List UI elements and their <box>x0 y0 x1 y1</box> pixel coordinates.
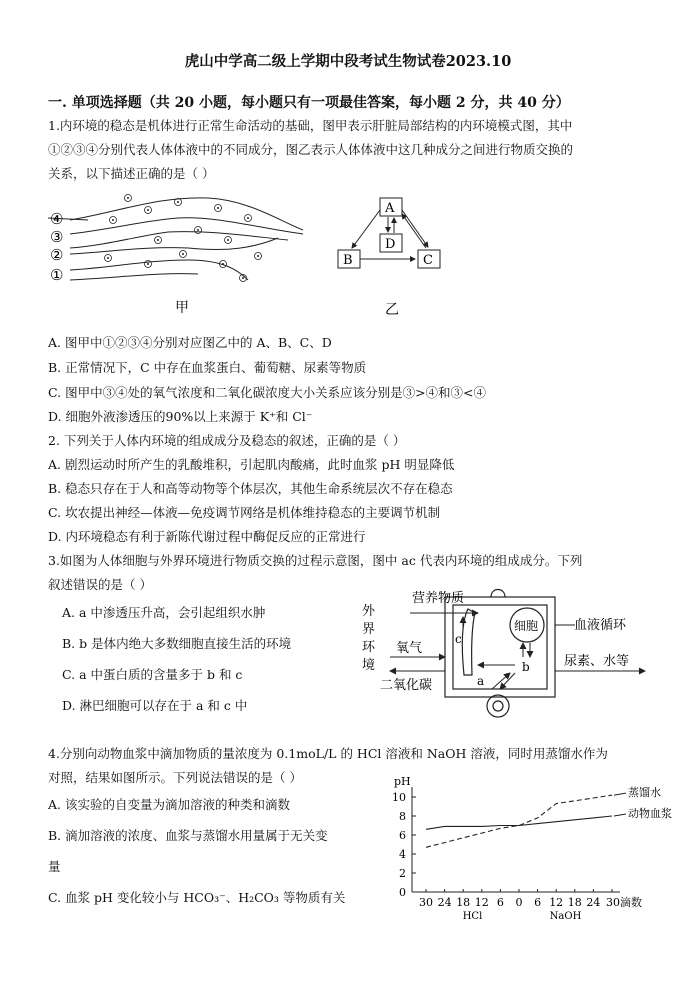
label-nutrients: 营养物质 <box>412 591 465 606</box>
page-title: 虎山中学高二级上学期中段考试生物试卷2023.10 <box>184 53 512 70</box>
series-label-1: 动物血浆 <box>628 807 672 820</box>
y-axis-label: pH <box>394 775 411 788</box>
label-1: ① <box>50 266 64 284</box>
x-tick-label: 30 <box>419 896 433 909</box>
label-b: b <box>522 660 530 674</box>
figure-jia-caption: 甲 <box>175 300 189 316</box>
label-c: c <box>455 632 462 646</box>
x-tick-label: 6 <box>534 896 542 909</box>
y-tick-label: 2 <box>399 867 406 880</box>
figure-yi-caption: 乙 <box>385 302 399 318</box>
x-tick-label: 12 <box>474 896 489 909</box>
label-a: a <box>477 674 485 688</box>
series-leader-0 <box>614 793 626 795</box>
q1-stem-line-1: 1.内环境的稳态是机体进行正常生命活动的基础，图甲表示肝脏局部结构的内环境模式图，其中 <box>48 118 573 133</box>
q3-option-a: A. a 中渗透压升高，会引起组织水肿 <box>62 605 266 620</box>
figure-yi-exchange-diagram <box>330 192 450 322</box>
q1-option-c: C. 图甲中③④处的氧气浓度和二氧化碳浓度大小关系应该分别是③>④和③<④ <box>48 385 487 400</box>
q4-option-c: C. 血浆 pH 变化较小与 HCO₃⁻、H₂CO₃ 等物质有关 <box>48 890 346 905</box>
label-outside-3: 环 <box>362 640 376 655</box>
q4-stem-line-1: 4.分别向动物血浆中滴加物质的量浓度为 0.1moL/L 的 HCl 溶液和 NaOH 溶液，同时用蒸馏水作为 <box>48 746 608 761</box>
q3-option-c: C. a 中蛋白质的含量多于 b 和 c <box>62 667 243 682</box>
y-tick-label: 8 <box>399 810 406 823</box>
series-label-0: 蒸馏水 <box>628 786 661 800</box>
label-excretion: 尿素、水等 <box>564 654 630 669</box>
x-tick-label: 30滴数 <box>606 896 642 909</box>
y-tick-label: 6 <box>399 829 406 842</box>
x-tick-label: 6 <box>496 896 504 909</box>
series-line-0 <box>426 795 612 847</box>
x-tick-label: 24 <box>437 896 452 909</box>
label-circulation: 血液循环 <box>574 618 627 633</box>
q4-option-b: B. 滴加溶液的浓度、血浆与蒸馏水用量属于无关变 <box>48 828 328 843</box>
y-tick-label: 4 <box>399 848 406 861</box>
node-c: C <box>423 253 433 268</box>
q1-stem-line-2: ①②③④分别代表人体体液中的不同成分，图乙表示人体体液中这几种成分之间进行物质交换的 <box>48 142 574 157</box>
q2-stem: 2. 下列关于人体内环境的组成成分及稳态的叙述，正确的是（ ） <box>48 433 406 448</box>
label-outside-4: 境 <box>362 658 376 673</box>
q4-stem-line-2: 对照，结果如图所示。下列说法错误的是（ ） <box>48 770 302 785</box>
q1-stem-line-3: 关系，以下描述正确的是（ ） <box>48 166 215 181</box>
y-tick-label: 0 <box>399 886 406 899</box>
q2-option-b: B. 稳态只存在于人和高等动物等个体层次，其他生命系统层次不存在稳态 <box>48 481 453 496</box>
q2-option-a: A. 剧烈运动时所产生的乳酸堆积，引起肌肉酸痛，此时血浆 pH 明显降低 <box>48 457 455 472</box>
ph-chart <box>380 766 680 926</box>
label-oxygen: 氧气 <box>396 641 423 656</box>
section-heading: 一. 单项选择题（共 20 小题，每小题只有一项最佳答案，每小题 2 分，共 40 分） <box>48 95 570 111</box>
figure-material-exchange <box>350 585 650 720</box>
x-tick-label: 12 <box>549 896 564 909</box>
node-d: D <box>385 237 396 252</box>
node-a: A <box>385 201 395 216</box>
series-line-1 <box>426 816 612 829</box>
label-outside-1: 外 <box>362 604 376 619</box>
series-leader-1 <box>614 814 626 816</box>
x-tick-label: 24 <box>586 896 601 909</box>
x-tick-label: 0 <box>515 896 523 909</box>
q3-stem-line-2: 叙述错误的是（ ） <box>48 577 152 592</box>
x-group-label-hcl: HCl <box>462 911 483 922</box>
label-outside-2: 界 <box>362 622 376 637</box>
q1-option-a: A. 图甲中①②③④分别对应图乙中的 A、B、C、D <box>48 335 332 350</box>
q4-option-a: A. 该实验的自变量为滴加溶液的种类和滴数 <box>48 797 290 812</box>
q1-option-d: D. 细胞外液渗透压的90%以上来源于 K⁺和 Cl⁻ <box>48 409 313 424</box>
x-tick-label: 18 <box>567 896 582 909</box>
label-2: ② <box>50 246 64 264</box>
figure-jia-liver-tissue <box>48 190 308 320</box>
label-4: ④ <box>50 210 64 228</box>
q3-option-d: D. 淋巴细胞可以存在于 a 和 c 中 <box>62 698 248 713</box>
q4-option-b-cont: 量 <box>48 859 61 874</box>
q1-option-b: B. 正常情况下，C 中存在血浆蛋白、葡萄糖、尿素等物质 <box>48 360 367 375</box>
y-tick-label: 10 <box>392 791 406 804</box>
q2-option-d: D. 内环境稳态有利于新陈代谢过程中酶促反应的正常进行 <box>48 529 366 544</box>
label-co2: 二氧化碳 <box>380 678 433 693</box>
node-b: B <box>343 253 353 268</box>
label-3: ③ <box>50 228 64 246</box>
q3-option-b: B. b 是体内绝大多数细胞直接生活的环境 <box>62 636 292 651</box>
label-cell: 细胞 <box>514 619 539 633</box>
x-group-label-naoh: NaOH <box>549 911 582 922</box>
q2-option-c: C. 坎农提出神经—体液—免疫调节网络是机体维持稳态的主要调节机制 <box>48 505 441 520</box>
q3-stem-line-1: 3.如图为人体细胞与外界环境进行物质交换的过程示意图，图中 ac 代表内环境的组成成分。下列 <box>48 553 583 568</box>
x-tick-label: 18 <box>456 896 471 909</box>
